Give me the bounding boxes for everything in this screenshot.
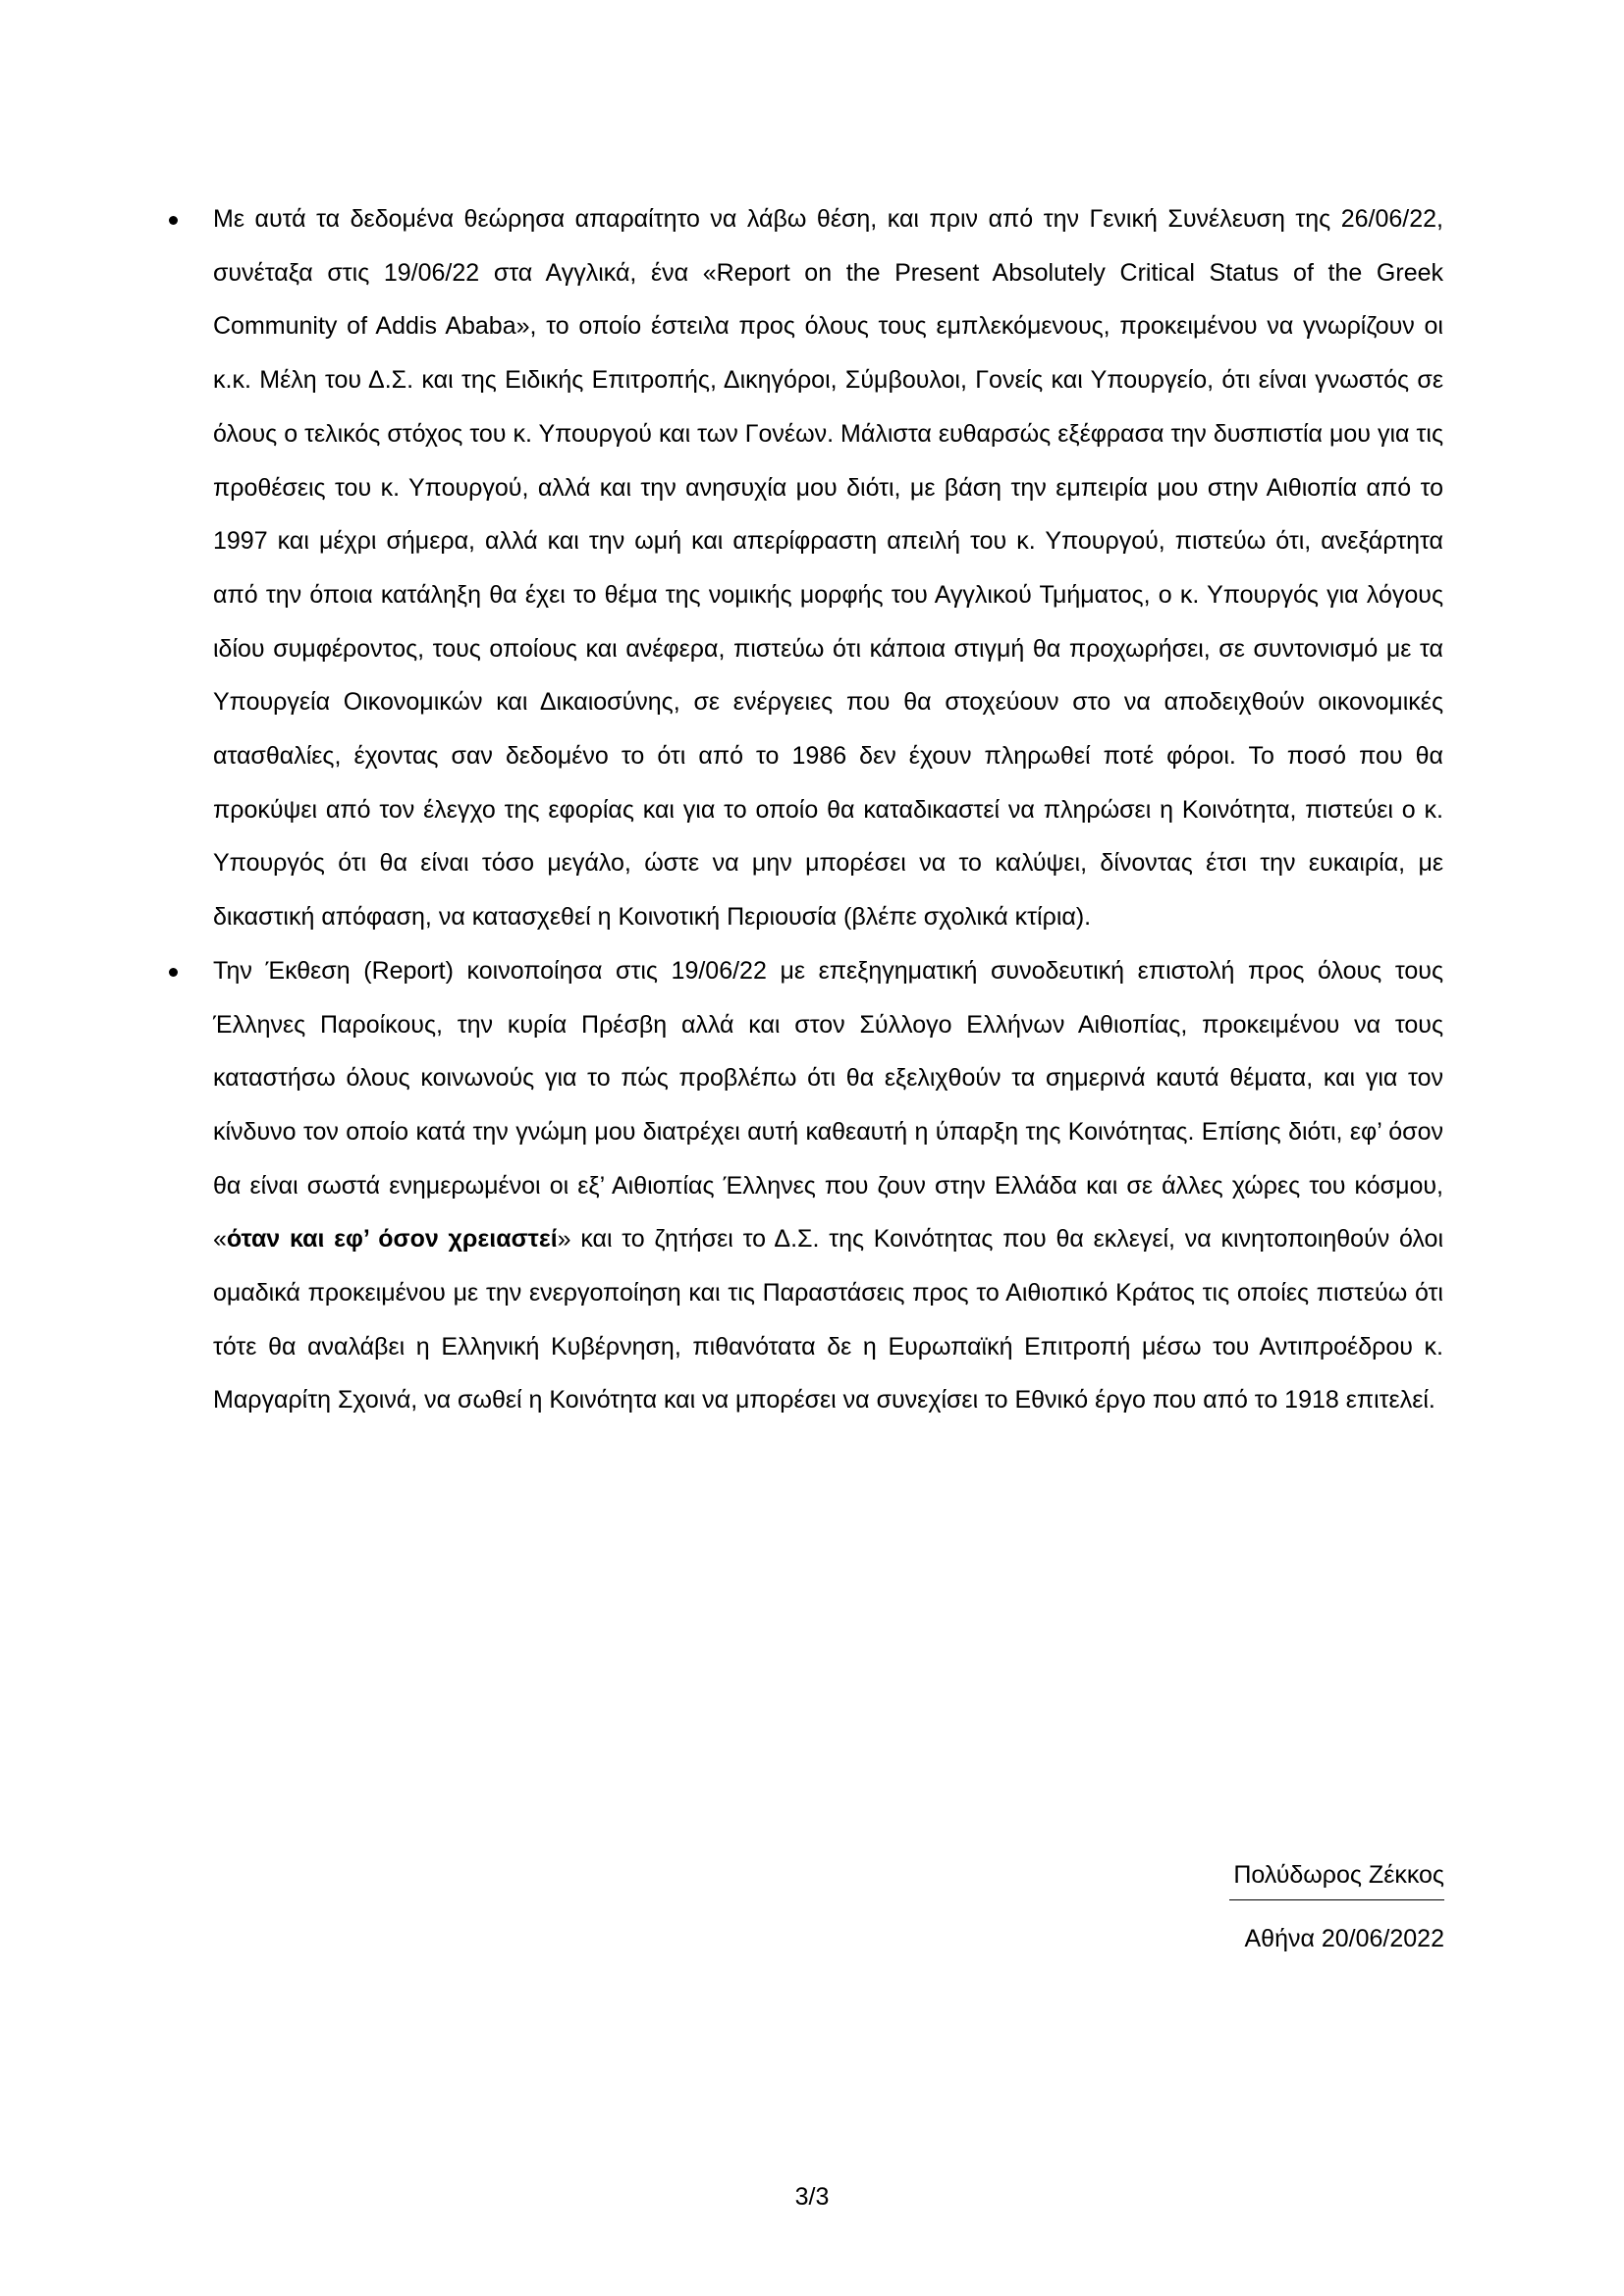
paragraph-text-start: Την Έκθεση (Report) κοινοποίησα στις 19/06/22 με επεξηγηματική συνοδευτική επιστολή προς όλους τους Έλληνες Παροίκους, την κυρία Πρέσβη αλλά και στον Σύλλογο Ελλήνων Αιθιοπίας, προκειμένου να τους καταστήσω όλους κοινωνούς για το πώς προβλέπω ότι θα εξελιχθούν τα σημερινά καυτά θέματα, και για τον κίνδυνο τον οποίο κατά την γνώμη μου διατρέχει αυτή καθεαυτή η ύπαρξη της Κοινότητας. Επίσης διότι, εφ’ όσον θα είναι σωστά ενημερωμένοι οι εξ’ Αιθιοπίας Έλληνες που ζουν στην Ελλάδα και σε άλλες χώρες του κόσμου, « <box>213 956 1443 1254</box>
signature-block <box>1229 1861 1444 1953</box>
paragraph-text: Με αυτά τα δεδομένα θεώρησα απαραίτητο να λάβω θέση, και πριν από την Γενική Συνέλευση της 26/06/22, συνέταξα στις 19/06/22 στα Αγγλικά, ένα «Report on the Present Absolutely Critical Status of the Greek Community of Addis Ababa», το οποίο έστειλα προς όλους τους εμπλεκόμενους, προκειμένου να γνωρίζουν οι κ.κ. Μέλη του Δ.Σ. και της Ειδικής Επιτροπής, Δικηγόροι, Σύμβουλοι, Γονείς και Υπουργείο, ότι είναι γνωστός σε όλους ο τελικός στόχος του κ. Υπουργού και των Γονέων. Μάλιστα ευθαρσώς εξέφρασα την δυσπιστία μου για τις προθέσεις του κ. Υπουργού, αλλά και την ανησυχία μου διότι, με βάση την εμπειρία μου στην Αιθιοπία από το 1997 και μέχρι σήμερα, αλλά και την ωμή και απερίφραστη απειλή του κ. Υπουργού, πιστεύω ότι, ανεξάρτητα από την όποια κατάληξη θα έχει το θέμα της νομικής μορφής του Αγγλικού Τμήματος, ο κ. Υπουργός για λόγους ιδίου συμφέροντος, τους οποίους και ανέφερα, πιστεύω ότι κάποια στιγμή θα προχωρήσει, σε συντονισμό με τα Υπουργεία Οικονομικών και Δικαιοσύνης, σε ενέργειες που θα στοχεύουν στο να αποδειχθούν οικονομικές ατασθαλίες, έχοντας σαν δεδομένο το ότι από το 1986 δεν έχουν πληρωθεί ποτέ φόροι. Το ποσό που θα προκύψει από τον έλεγχο της εφορίας και για το οποίο θα καταδικαστεί να πληρώσει η Κοινότητα, πιστεύει ο κ. Υπουργός ότι θα είναι τόσο μεγάλο, ώστε να μην μπορέσει να το καλύψει, δίνοντας έτσι την ευκαιρία, με δικαστική απόφαση, να κατασχεθεί η Κοινοτική Περιουσία (βλέπε σχολικά κτίρια). <box>213 205 1443 932</box>
paragraph-bold-phrase: όταν και εφ’ όσον χρειαστεί <box>226 1225 558 1254</box>
bullet-list <box>213 192 1443 1427</box>
bullet-item-report-creation <box>213 192 1443 944</box>
bullet-item-report-distribution <box>213 944 1443 1427</box>
signature-name: Πολύδωρος Ζέκκος <box>1229 1861 1444 1900</box>
page-number: 3/3 <box>794 2183 830 2211</box>
signature-date: Αθήνα 20/06/2022 <box>1244 1925 1444 1952</box>
bullet-icon <box>169 968 178 977</box>
bullet-icon <box>169 216 178 225</box>
paragraph-text-end: » και το ζητήσει το Δ.Σ. της Κοινότητας που θα εκλεγεί, να κινητοποιηθούν όλοι ομαδικά προκειμένου με την ενεργοποίηση και τις Παραστάσεις προς το Αιθιοπικό Κράτος τις οποίες πιστεύω ότι τότε θα αναλάβει η Ελληνική Κυβέρνηση, πιθανότατα δε η Ευρωπαϊκή Επιτροπή μέσω του Αντιπροέδρου κ. Μαργαρίτη Σχοινά, να σωθεί η Κοινότητα και να μπορέσει να συνεχίσει το Εθνικό έργο που από το 1918 επιτελεί. <box>213 1225 1444 1415</box>
